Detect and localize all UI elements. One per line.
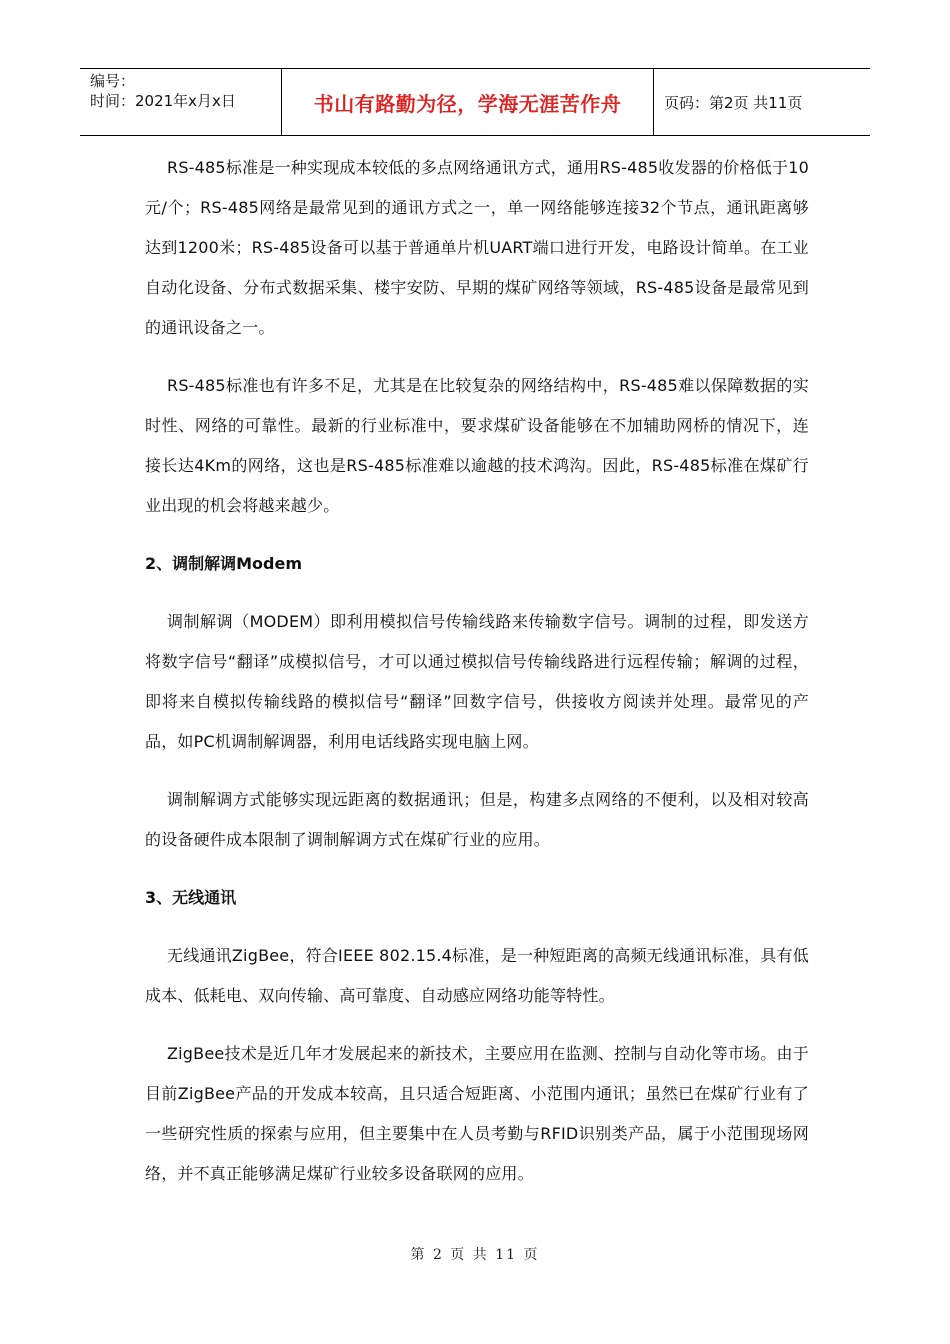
- page-header: [80, 68, 870, 136]
- motto-text: 书山有路勤为径，学海无涯苦作舟: [313, 91, 622, 116]
- header-meta: [80, 69, 282, 135]
- section-heading: 3、无线通讯: [145, 888, 237, 907]
- page-info-text: 页码：第2页 共11页: [664, 93, 803, 112]
- header-page-info: [654, 69, 870, 135]
- page-footer: 第 2 页 共 11 页: [410, 1247, 540, 1263]
- number-label: 编号：: [90, 72, 136, 90]
- paragraph: RS-485标准是一种实现成本较低的多点网络通讯方式，通用RS-485收发器的价格低于10元/个；RS-485网络是最常见到的通讯方式之一，单一网络能够连接32个节点，通讯距离够达到1200米；RS-485设备可以基于普通单片机UART端口进行开发，电路设计简单。在工业自动化设备、分布式数据采集、楼宇安防、早期的煤矿网络等领域，RS-485设备是最常见到的通讯设备之一。: [145, 158, 809, 337]
- paragraph: 调制解调方式能够实现远距离的数据通讯；但是，构建多点网络的不便利，以及相对较高的设备硬件成本限制了调制解调方式在煤矿行业的应用。: [145, 790, 809, 849]
- document-body: [145, 148, 809, 1212]
- paragraph: RS-485标准也有许多不足，尤其是在比较复杂的网络结构中，RS-485难以保障数据的实时性、网络的可靠性。最新的行业标准中，要求煤矿设备能够在不加辅助网桥的情况下，连接长达4Km的网络，这也是RS-485标准难以逾越的技术鸿沟。因此，RS-485标准在煤矿行业出现的机会将越来越少。: [145, 376, 809, 515]
- header-motto-cell: [282, 69, 654, 135]
- paragraph: 无线通讯ZigBee，符合IEEE 802.15.4标准，是一种短距离的高频无线通讯标准，具有低成本、低耗电、双向传输、高可靠度、自动感应网络功能等特性。: [145, 946, 809, 1005]
- paragraph: 调制解调（MODEM）即利用模拟信号传输线路来传输数字信号。调制的过程，即发送方将数字信号“翻译”成模拟信号，才可以通过模拟信号传输线路进行远程传输；解调的过程，即将来自模拟传输线路的模拟信号“翻译”回数字信号，供接收方阅读并处理。最常见的产品，如PC机调制解调器，利用电话线路实现电脑上网。: [145, 612, 809, 751]
- paragraph: ZigBee技术是近几年才发展起来的新技术，主要应用在监测、控制与自动化等市场。由于目前ZigBee产品的开发成本较高，且只适合短距离、小范围内通讯；虽然已在煤矿行业有了一些研究性质的探索与应用，但主要集中在人员考勤与RFID识别类产品，属于小范围现场网络，并不真正能够满足煤矿行业较多设备联网的应用。: [145, 1044, 809, 1183]
- time-label: 时间：2021年x月x日: [90, 92, 236, 110]
- section-heading: 2、调制解调Modem: [145, 554, 303, 573]
